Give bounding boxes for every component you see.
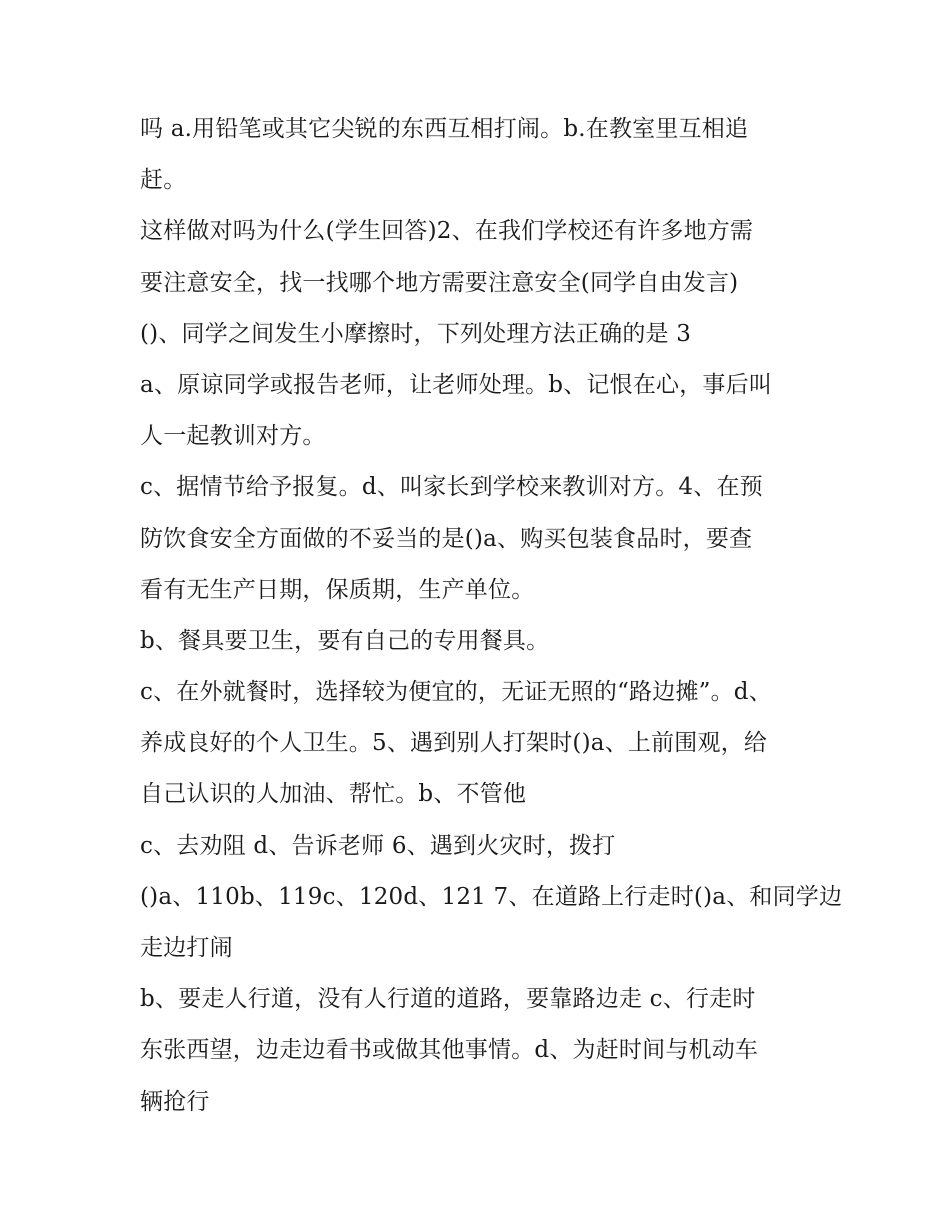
document-body xyxy=(140,104,843,1128)
text-line-2: 赶。 xyxy=(140,167,187,194)
text-line-13: 养成良好的个人卫生。5、遇到别人打架时()a、上前围观，给 xyxy=(140,730,768,757)
text-line-3: 这样做对吗为什么(学生回答)2、在我们学校还有许多地方需 xyxy=(140,218,754,245)
text-line-12: c、在外就餐时，选择较为便宜的，无证无照的“路边摊”。d、 xyxy=(140,679,772,706)
text-line-8: c、据情节给予报复。d、叫家长到学校来教训对方。4、在预 xyxy=(140,474,763,501)
text-line-15: c、去劝阻 d、告诉老师 6、遇到火灾时，拨打 xyxy=(140,832,616,859)
text-line-14: 自己认识的人加油、帮忙。b、不管他 xyxy=(140,781,527,808)
text-line-20: 辆抢行 xyxy=(140,1088,210,1115)
text-line-9: 防饮食安全方面做的不妥当的是()a、购买包装食品时，要查 xyxy=(140,525,753,552)
text-line-18: b、要走人行道，没有人行道的道路，要靠路边走 c、行走时 xyxy=(140,986,756,1013)
text-line-1: 吗 a.用铅笔或其它尖锐的东西互相打闹。b.在教室里互相追 xyxy=(140,116,749,142)
text-line-7: 人一起教训对方。 xyxy=(140,423,326,450)
text-line-11: b、餐具要卫生，要有自己的专用餐具。 xyxy=(140,627,550,654)
text-line-5: ()、同学之间发生小摩擦时，下列处理方法正确的是 3 xyxy=(140,320,692,347)
text-line-6: a、原谅同学或报告老师，让老师处理。b、记恨在心，事后叫 xyxy=(140,371,773,398)
text-line-17: 走边打闹 xyxy=(140,935,233,961)
text-line-19: 东张西望，边走边看书或做其他事情。d、为赶时间与机动车 xyxy=(140,1037,759,1064)
text-line-16: ()a、110b、119c、120d、121 7、在道路上行走时()a、和同学边 xyxy=(140,883,843,910)
text-line-4: 要注意安全，找一找哪个地方需要注意安全(同学自由发言) xyxy=(140,269,739,296)
text-line-10: 看有无生产日期，保质期，生产单位。 xyxy=(140,576,535,603)
